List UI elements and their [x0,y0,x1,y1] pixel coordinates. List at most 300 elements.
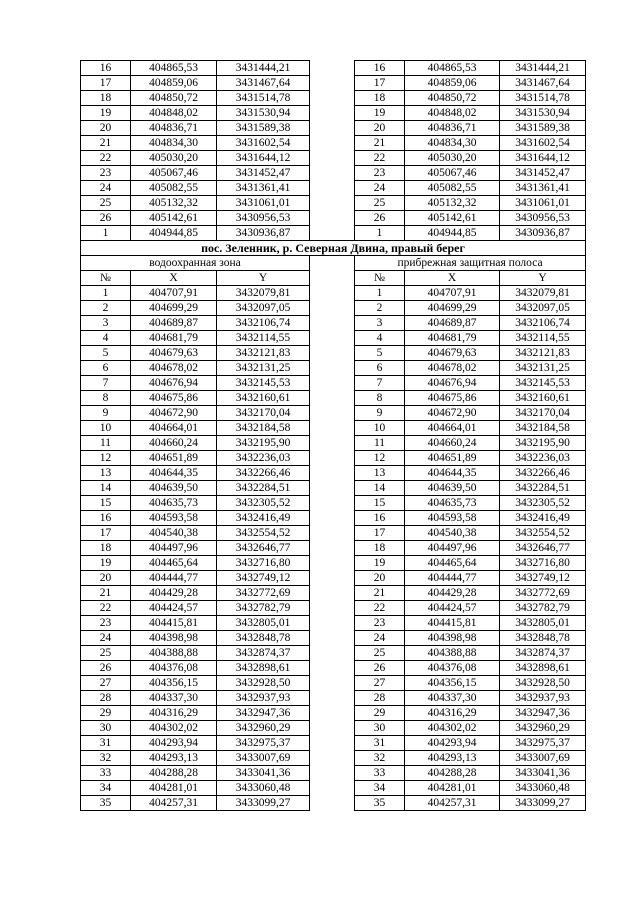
column-gap [310,376,355,391]
point-number-cell: 14 [355,481,405,496]
x-coordinate-cell: 404679,63 [131,346,217,361]
point-number-cell: 7 [81,376,131,391]
x-coordinate-cell: 404302,02 [131,721,217,736]
table-row [81,796,586,811]
y-coordinate-cell: 3430936,87 [500,226,586,241]
y-coordinate-cell: 3432145,53 [217,376,310,391]
table-row [81,346,586,361]
y-coordinate-cell: 3431589,38 [217,121,310,136]
point-number-cell: 33 [81,766,131,781]
y-coordinate-cell: 3433041,36 [217,766,310,781]
point-number-cell: 25 [81,196,131,211]
column-gap [310,181,355,196]
y-coordinate-cell: 3432170,04 [500,406,586,421]
point-number-cell: 1 [81,226,131,241]
y-coordinate-cell: 3432284,51 [217,481,310,496]
point-number-cell: 26 [81,211,131,226]
table-row [81,331,586,346]
table-row [81,91,586,106]
y-coordinate-cell: 3432106,74 [217,316,310,331]
table-row [81,706,586,721]
table-row [81,196,586,211]
table-row [81,721,586,736]
coordinates-table [80,60,586,811]
point-number-cell: 16 [355,61,405,76]
point-number-cell: 24 [355,631,405,646]
x-coordinate-cell: 404707,91 [131,286,217,301]
table-row [81,226,586,241]
table-row [81,556,586,571]
point-number-cell: 5 [355,346,405,361]
y-coordinate-cell: 3432848,78 [500,631,586,646]
y-coordinate-cell: 3432184,58 [217,421,310,436]
column-gap [310,481,355,496]
y-coordinate-cell: 3432554,52 [500,526,586,541]
y-coordinate-cell: 3431644,12 [500,151,586,166]
column-gap [310,121,355,136]
x-coordinate-cell: 404293,94 [405,736,500,751]
table-row [81,736,586,751]
point-number-cell: 20 [81,571,131,586]
y-coordinate-cell: 3430956,53 [217,211,310,226]
point-number-cell: 3 [81,316,131,331]
x-coordinate-cell: 404644,35 [131,466,217,481]
x-coordinate-cell: 404699,29 [131,301,217,316]
y-coordinate-cell: 3432646,77 [500,541,586,556]
y-coordinate-cell: 3431061,01 [217,196,310,211]
right-col-x-header: X [405,271,500,286]
y-coordinate-cell: 3433099,27 [217,796,310,811]
left-col-number-header: № [81,271,131,286]
x-coordinate-cell: 404681,79 [131,331,217,346]
column-gap [310,616,355,631]
table-row [81,301,586,316]
point-number-cell: 21 [355,586,405,601]
y-coordinate-cell: 3431467,64 [217,76,310,91]
y-coordinate-cell: 3432106,74 [500,316,586,331]
y-coordinate-cell: 3432145,53 [500,376,586,391]
x-coordinate-cell: 404651,89 [405,451,500,466]
table-row [81,616,586,631]
point-number-cell: 7 [355,376,405,391]
y-coordinate-cell: 3430956,53 [500,211,586,226]
x-coordinate-cell: 404699,29 [405,301,500,316]
column-gap [310,736,355,751]
table-row [81,676,586,691]
x-coordinate-cell: 404316,29 [131,706,217,721]
x-coordinate-cell: 404388,88 [405,646,500,661]
table-row [81,601,586,616]
point-number-cell: 1 [355,286,405,301]
y-coordinate-cell: 3431644,12 [217,151,310,166]
x-coordinate-cell: 404293,13 [131,751,217,766]
column-gap [310,286,355,301]
x-coordinate-cell: 405132,32 [131,196,217,211]
point-number-cell: 19 [81,556,131,571]
column-gap [310,721,355,736]
column-gap [310,256,355,271]
section-header [81,241,586,286]
x-coordinate-cell: 404288,28 [405,766,500,781]
point-number-cell: 33 [355,766,405,781]
point-number-cell: 9 [81,406,131,421]
column-gap [310,346,355,361]
y-coordinate-cell: 3432114,55 [217,331,310,346]
x-coordinate-cell: 404664,01 [131,421,217,436]
point-number-cell: 12 [355,451,405,466]
x-coordinate-cell: 404337,30 [405,691,500,706]
table-row [81,286,586,301]
point-number-cell: 34 [355,781,405,796]
y-coordinate-cell: 3432266,46 [217,466,310,481]
table-row [81,136,586,151]
x-coordinate-cell: 404398,98 [131,631,217,646]
point-number-cell: 25 [355,646,405,661]
point-number-cell: 29 [355,706,405,721]
point-number-cell: 18 [355,91,405,106]
y-coordinate-cell: 3432131,25 [217,361,310,376]
x-coordinate-cell: 404639,50 [405,481,500,496]
x-coordinate-cell: 404281,01 [131,781,217,796]
point-number-cell: 35 [355,796,405,811]
point-number-cell: 18 [81,91,131,106]
column-gap [310,136,355,151]
x-coordinate-cell: 404679,63 [405,346,500,361]
column-gap [310,316,355,331]
point-number-cell: 30 [81,721,131,736]
column-gap [310,796,355,811]
column-gap [310,406,355,421]
x-coordinate-cell: 404593,58 [131,511,217,526]
table-row [81,751,586,766]
y-coordinate-cell: 3432749,12 [217,571,310,586]
y-coordinate-cell: 3432114,55 [500,331,586,346]
point-number-cell: 11 [81,436,131,451]
column-gap [310,706,355,721]
point-number-cell: 24 [355,181,405,196]
x-coordinate-cell: 404257,31 [405,796,500,811]
point-number-cell: 19 [355,556,405,571]
y-coordinate-cell: 3431530,94 [217,106,310,121]
right-col-number-header: № [355,271,405,286]
column-gap [310,76,355,91]
x-coordinate-cell: 404836,71 [131,121,217,136]
right-col-y-header: Y [500,271,586,286]
y-coordinate-cell: 3432236,03 [217,451,310,466]
x-coordinate-cell: 405067,46 [405,166,500,181]
x-coordinate-cell: 404859,06 [131,76,217,91]
column-gap [310,511,355,526]
y-coordinate-cell: 3431444,21 [500,61,586,76]
x-coordinate-cell: 404859,06 [405,76,500,91]
x-coordinate-cell: 404675,86 [131,391,217,406]
x-coordinate-cell: 404836,71 [405,121,500,136]
point-number-cell: 14 [81,481,131,496]
main-block-body [81,286,586,811]
point-number-cell: 16 [81,61,131,76]
y-coordinate-cell: 3431361,41 [217,181,310,196]
point-number-cell: 16 [355,511,405,526]
x-coordinate-cell: 404497,96 [131,541,217,556]
point-number-cell: 26 [81,661,131,676]
x-coordinate-cell: 404676,94 [405,376,500,391]
table-row [81,151,586,166]
y-coordinate-cell: 3432805,01 [217,616,310,631]
table-row [81,106,586,121]
point-number-cell: 18 [81,541,131,556]
point-number-cell: 26 [355,661,405,676]
point-number-cell: 17 [355,76,405,91]
x-coordinate-cell: 404672,90 [131,406,217,421]
column-gap [310,106,355,121]
left-col-y-header: Y [217,271,310,286]
y-coordinate-cell: 3433007,69 [217,751,310,766]
table-row [81,661,586,676]
table-row [81,766,586,781]
point-number-cell: 2 [355,301,405,316]
point-number-cell: 4 [355,331,405,346]
y-coordinate-cell: 3433099,27 [500,796,586,811]
point-number-cell: 1 [81,286,131,301]
water-protection-zone-heading: водоохранная зона [81,256,310,271]
point-number-cell: 6 [355,361,405,376]
point-number-cell: 26 [355,211,405,226]
x-coordinate-cell: 404635,73 [131,496,217,511]
y-coordinate-cell: 3433041,36 [500,766,586,781]
y-coordinate-cell: 3432416,49 [500,511,586,526]
column-gap [310,196,355,211]
y-coordinate-cell: 3432805,01 [500,616,586,631]
y-coordinate-cell: 3431361,41 [500,181,586,196]
point-number-cell: 18 [355,541,405,556]
column-gap [310,391,355,406]
x-coordinate-cell: 404281,01 [405,781,500,796]
column-gap [310,676,355,691]
column-gap [310,421,355,436]
y-coordinate-cell: 3432284,51 [500,481,586,496]
y-coordinate-cell: 3432772,69 [500,586,586,601]
table-row [81,211,586,226]
y-coordinate-cell: 3432097,05 [500,301,586,316]
x-coordinate-cell: 405082,55 [405,181,500,196]
column-gap [310,781,355,796]
point-number-cell: 28 [355,691,405,706]
y-coordinate-cell: 3431514,78 [500,91,586,106]
point-number-cell: 13 [81,466,131,481]
y-coordinate-cell: 3431589,38 [500,121,586,136]
point-number-cell: 31 [355,736,405,751]
column-gap [310,751,355,766]
x-coordinate-cell: 404376,08 [131,661,217,676]
left-col-x-header: X [131,271,217,286]
x-coordinate-cell: 404850,72 [131,91,217,106]
y-coordinate-cell: 3432960,29 [500,721,586,736]
point-number-cell: 1 [355,226,405,241]
x-coordinate-cell: 404540,38 [131,526,217,541]
y-coordinate-cell: 3431514,78 [217,91,310,106]
point-number-cell: 22 [355,151,405,166]
x-coordinate-cell: 404865,53 [405,61,500,76]
x-coordinate-cell: 404257,31 [131,796,217,811]
y-coordinate-cell: 3432947,36 [217,706,310,721]
table-row [81,646,586,661]
top-block-body [81,61,586,241]
point-number-cell: 28 [81,691,131,706]
x-coordinate-cell: 405067,46 [131,166,217,181]
table-row [81,571,586,586]
y-coordinate-cell: 3432195,90 [500,436,586,451]
column-gap [310,586,355,601]
point-number-cell: 30 [355,721,405,736]
x-coordinate-cell: 404293,13 [405,751,500,766]
y-coordinate-cell: 3433060,48 [500,781,586,796]
y-coordinate-cell: 3431452,47 [217,166,310,181]
point-number-cell: 17 [355,526,405,541]
x-coordinate-cell: 404316,29 [405,706,500,721]
column-gap [310,766,355,781]
x-coordinate-cell: 405132,32 [405,196,500,211]
table-row [81,511,586,526]
x-coordinate-cell: 404834,30 [405,136,500,151]
x-coordinate-cell: 404444,77 [405,571,500,586]
x-coordinate-cell: 405030,20 [131,151,217,166]
point-number-cell: 2 [81,301,131,316]
column-gap [310,436,355,451]
point-number-cell: 22 [81,151,131,166]
point-number-cell: 15 [355,496,405,511]
table-row [81,76,586,91]
x-coordinate-cell: 404302,02 [405,721,500,736]
point-number-cell: 35 [81,796,131,811]
x-coordinate-cell: 404644,35 [405,466,500,481]
x-coordinate-cell: 404293,94 [131,736,217,751]
y-coordinate-cell: 3432266,46 [500,466,586,481]
point-number-cell: 27 [81,676,131,691]
table-row [81,376,586,391]
y-coordinate-cell: 3432874,37 [217,646,310,661]
table-row [81,316,586,331]
y-coordinate-cell: 3432170,04 [217,406,310,421]
table-row [81,631,586,646]
x-coordinate-cell: 404356,15 [131,676,217,691]
point-number-cell: 25 [81,646,131,661]
y-coordinate-cell: 3431444,21 [217,61,310,76]
table-row [81,481,586,496]
point-number-cell: 23 [355,166,405,181]
point-number-cell: 23 [81,166,131,181]
y-coordinate-cell: 3432937,93 [217,691,310,706]
y-coordinate-cell: 3432121,83 [217,346,310,361]
x-coordinate-cell: 404678,02 [131,361,217,376]
column-gap [310,301,355,316]
y-coordinate-cell: 3432772,69 [217,586,310,601]
y-coordinate-cell: 3430936,87 [217,226,310,241]
x-coordinate-cell: 404675,86 [405,391,500,406]
x-coordinate-cell: 404672,90 [405,406,500,421]
point-number-cell: 22 [355,601,405,616]
point-number-cell: 19 [355,106,405,121]
y-coordinate-cell: 3432097,05 [217,301,310,316]
x-coordinate-cell: 404707,91 [405,286,500,301]
point-number-cell: 24 [81,631,131,646]
x-coordinate-cell: 404415,81 [405,616,500,631]
x-coordinate-cell: 404660,24 [405,436,500,451]
x-coordinate-cell: 404465,64 [405,556,500,571]
point-number-cell: 4 [81,331,131,346]
y-coordinate-cell: 3432305,52 [217,496,310,511]
point-number-cell: 12 [81,451,131,466]
table-row [81,436,586,451]
column-gap [310,601,355,616]
point-number-cell: 25 [355,196,405,211]
y-coordinate-cell: 3433060,48 [217,781,310,796]
coastal-protective-strip-heading: прибрежная защитная полоса [355,256,586,271]
column-gap [310,646,355,661]
x-coordinate-cell: 404848,02 [131,106,217,121]
point-number-cell: 20 [355,571,405,586]
y-coordinate-cell: 3432716,80 [217,556,310,571]
column-gap [310,526,355,541]
y-coordinate-cell: 3432121,83 [500,346,586,361]
x-coordinate-cell: 404424,57 [131,601,217,616]
point-number-cell: 3 [355,316,405,331]
x-coordinate-cell: 404944,85 [131,226,217,241]
point-number-cell: 21 [81,586,131,601]
point-number-cell: 21 [355,136,405,151]
table-row [81,406,586,421]
x-coordinate-cell: 404850,72 [405,91,500,106]
point-number-cell: 32 [81,751,131,766]
point-number-cell: 23 [355,616,405,631]
point-number-cell: 27 [355,676,405,691]
y-coordinate-cell: 3432184,58 [500,421,586,436]
point-number-cell: 32 [355,751,405,766]
column-gap [310,451,355,466]
x-coordinate-cell: 404540,38 [405,526,500,541]
y-coordinate-cell: 3432646,77 [217,541,310,556]
point-number-cell: 23 [81,616,131,631]
point-number-cell: 13 [355,466,405,481]
column-gap [310,61,355,76]
point-number-cell: 11 [355,436,405,451]
x-coordinate-cell: 404376,08 [405,661,500,676]
x-coordinate-cell: 404664,01 [405,421,500,436]
column-gap [310,166,355,181]
x-coordinate-cell: 404681,79 [405,331,500,346]
point-number-cell: 19 [81,106,131,121]
x-coordinate-cell: 404444,77 [131,571,217,586]
y-coordinate-cell: 3432160,61 [217,391,310,406]
table-row [81,526,586,541]
table-row [81,496,586,511]
x-coordinate-cell: 404429,28 [405,586,500,601]
point-number-cell: 29 [81,706,131,721]
y-coordinate-cell: 3431452,47 [500,166,586,181]
column-gap [310,361,355,376]
column-gap [310,631,355,646]
x-coordinate-cell: 404465,64 [131,556,217,571]
y-coordinate-cell: 3432947,36 [500,706,586,721]
section-title: пос. Зеленник, р. Северная Двина, правый берег [81,241,586,256]
column-gap [310,661,355,676]
table-row [81,61,586,76]
y-coordinate-cell: 3432079,81 [500,286,586,301]
y-coordinate-cell: 3431061,01 [500,196,586,211]
y-coordinate-cell: 3432898,61 [217,661,310,676]
x-coordinate-cell: 404337,30 [131,691,217,706]
table-row [81,541,586,556]
point-number-cell: 20 [355,121,405,136]
